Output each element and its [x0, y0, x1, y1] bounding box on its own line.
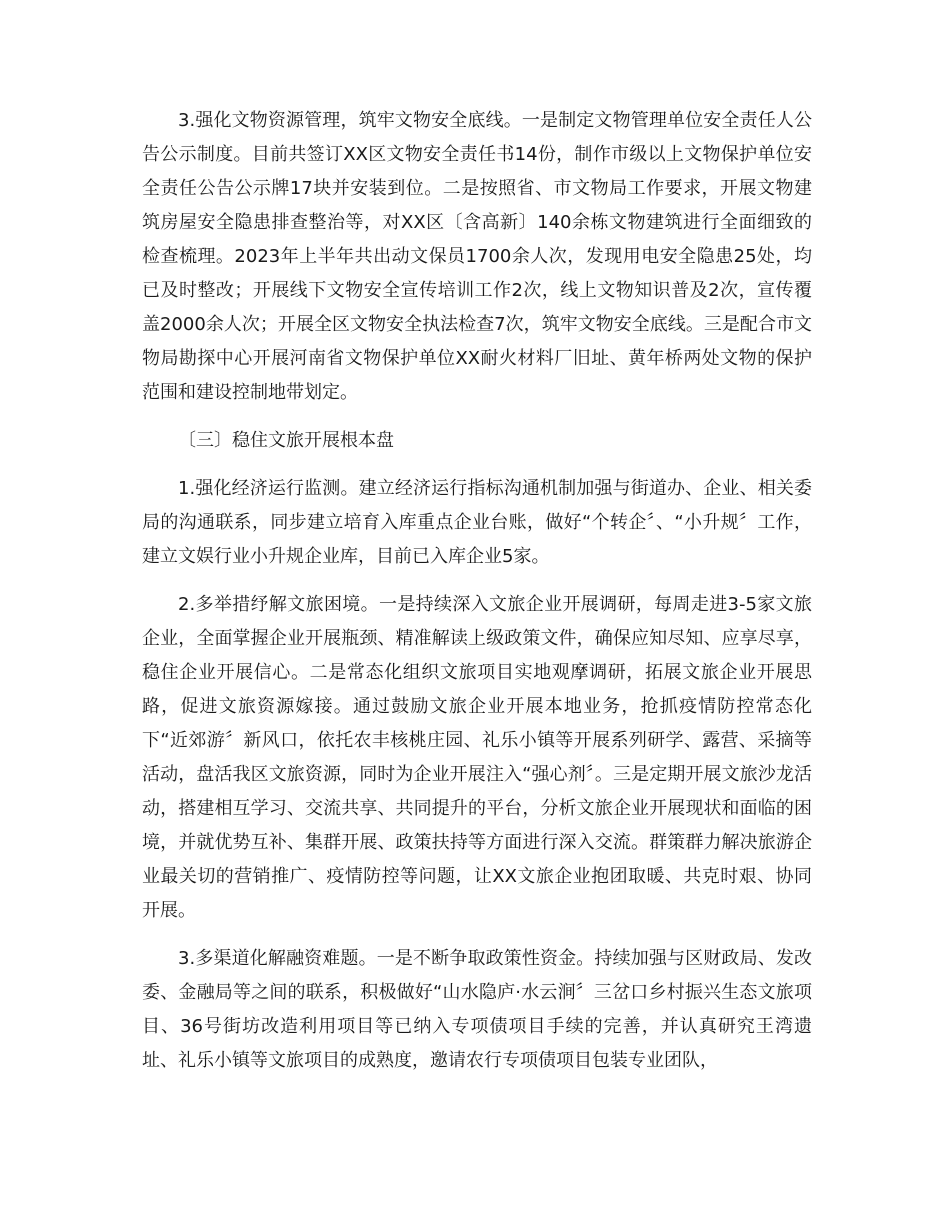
paragraph-cultural-relics-management: 3.强化文物资源管理，筑牢文物安全底线。一是制定文物管理单位安全责任人公告公示制度。目前共签订XX区文物安全责任书14份，制作市级以上文物保护单位安全责任公告公示牌17块并安装到位。二是按照省、市文物局工作要求，开展文物建筑房屋安全隐患排查整治等，对XX区〔含高新〕140余栋文物建筑进行全面细致的检查梳理。2023年上半年共出动文保员1700余人次，发现用电安全隐患25处，均已及时整改；开展线下文物安全宣传培训工作2次，线上文物知识普及2次，宣传覆盖2000余人次；开展全区文物安全执法检查7次，筑牢文物安全底线。三是配合市文物局勘探中心开展河南省文物保护单位XX耐火材料厂旧址、黄年桥两处文物的保护范围和建设控制地带划定。 — [142, 110, 812, 403]
paragraph-tourism-difficulties: 2.多举措纾解文旅困境。一是持续深入文旅企业开展调研，每周走进3-5家文旅企业，全面掌握企业开展瓶颈、精准解读上级政策文件，确保应知尽知、应享尽享，稳住企业开展信心。二是常态化组织文旅项目实地观摩调研，拓展文旅企业开展思路，促进文旅资源嫁接。通过鼓励文旅企业开展本地业务，抢抓疫情防控常态化下“近郊游〞新风口，依托农丰核桃庄园、礼乐小镇等开展系列研学、露营、采摘等活动，盘活我区文旅资源，同时为企业开展注入“强心剂〞。三是定期开展文旅沙龙活动，搭建相互学习、交流共享、共同提升的平台，分析文旅企业开展现状和面临的困境，并就优势互补、集群开展、政策扶持等方面进行深入交流。群策群力解决旅游企业最关切的营销推广、疫情防控等问题，让XX文旅企业抱团取暖、共克时艰、协同开展。 — [142, 594, 812, 921]
document-body — [142, 104, 812, 1078]
section-heading-three: 〔三〕稳住文旅开展根本盘 — [178, 430, 394, 451]
paragraph-financing-problems: 3.多渠道化解融资难题。一是不断争取政策性资金。持续加强与区财政局、发改委、金融局等之间的联系，积极做好“山水隐庐·水云涧〞三岔口乡村振兴生态文旅项目、36号街坊改造利用项目等已纳入专项债项目手续的完善，并认真研究王湾遗址、礼乐小镇等文旅项目的成熟度，邀请农行专项债项目包装专业团队， — [142, 948, 812, 1071]
paragraph-economic-monitoring: 1.强化经济运行监测。建立经济运行指标沟通机制加强与街道办、企业、相关委局的沟通联系，同步建立培育入库重点企业台账，做好“个转企〞、“小升规〞工作，建立文娱行业小升规企业库，目前已入库企业5家。 — [142, 478, 812, 567]
